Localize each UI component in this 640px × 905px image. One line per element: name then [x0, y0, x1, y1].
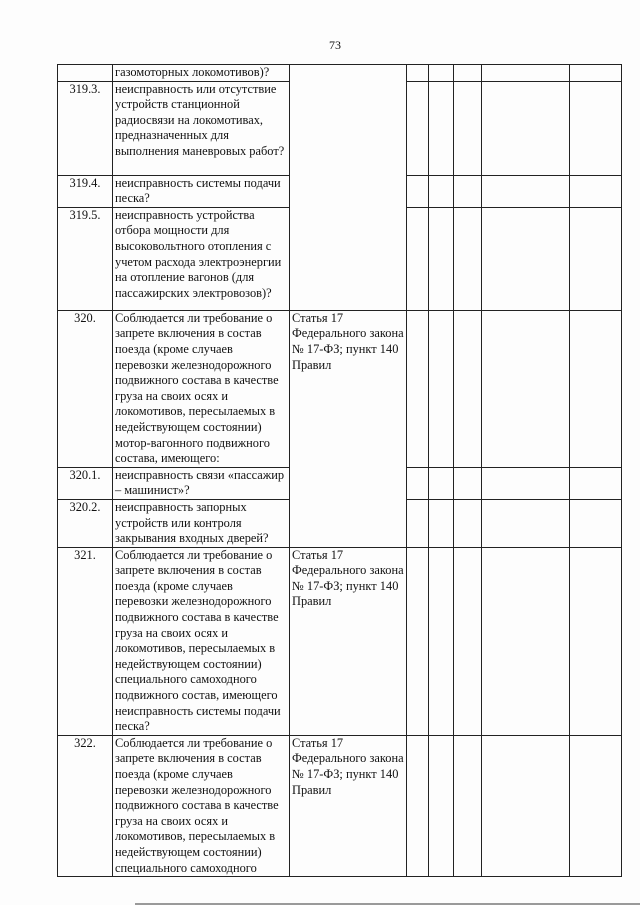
empty-cell: [407, 65, 429, 82]
item-number: 320.2.: [58, 499, 113, 547]
empty-cell: [570, 547, 622, 735]
empty-cell: [429, 467, 454, 499]
empty-cell: [407, 547, 429, 735]
empty-cell: [482, 499, 570, 547]
empty-cell: [454, 499, 482, 547]
legal-basis-cell: [290, 65, 407, 311]
empty-cell: [570, 81, 622, 175]
empty-cell: [429, 499, 454, 547]
empty-cell: [429, 65, 454, 82]
empty-cell: [407, 499, 429, 547]
empty-cell: [454, 65, 482, 82]
empty-cell: [454, 735, 482, 876]
item-number: 322.: [58, 735, 113, 876]
empty-cell: [570, 175, 622, 207]
empty-cell: [482, 547, 570, 735]
empty-cell: [429, 735, 454, 876]
empty-cell: [482, 735, 570, 876]
question-text: газомоторных локомотивов)?: [113, 65, 290, 82]
empty-cell: [407, 175, 429, 207]
table-row: [58, 310, 622, 467]
empty-cell: [407, 81, 429, 175]
empty-cell: [482, 65, 570, 82]
item-number: 320.: [58, 310, 113, 467]
empty-cell: [429, 547, 454, 735]
empty-cell: [407, 735, 429, 876]
empty-cell: [454, 467, 482, 499]
question-text: неисправность устройства отбора мощности для высоковольтного отопления с учетом расхода электроэнергии на отопление вагонов (для пассажирских электровозов)?: [113, 207, 290, 310]
empty-cell: [429, 81, 454, 175]
empty-cell: [429, 207, 454, 310]
empty-cell: [454, 81, 482, 175]
question-text: Соблюдается ли требование о запрете включения в состав поезда (кроме случаев перевозки железнодорожного подвижного состава в качестве груза на своих осях и локомотивов, пересылаемых в недействующем состоянии) специального самоходного: [113, 735, 290, 876]
item-number: 319.5.: [58, 207, 113, 310]
empty-cell: [454, 310, 482, 467]
empty-cell: [482, 207, 570, 310]
item-number: 319.4.: [58, 175, 113, 207]
question-text: неисправность запорных устройств или контроля закрывания входных дверей?: [113, 499, 290, 547]
empty-cell: [482, 81, 570, 175]
question-text: неисправность или отсутствие устройств станционной радиосвязи на локомотивах, предназначенных для выполнения маневровых работ?: [113, 81, 290, 175]
empty-cell: [482, 310, 570, 467]
empty-cell: [570, 207, 622, 310]
item-number: [58, 65, 113, 82]
empty-cell: [429, 175, 454, 207]
empty-cell: [407, 207, 429, 310]
empty-cell: [482, 175, 570, 207]
empty-cell: [570, 467, 622, 499]
empty-cell: [570, 65, 622, 82]
question-text: неисправность системы подачи песка?: [113, 175, 290, 207]
table-row: [58, 547, 622, 735]
item-number: 321.: [58, 547, 113, 735]
item-number: 319.3.: [58, 81, 113, 175]
empty-cell: [482, 467, 570, 499]
empty-cell: [570, 735, 622, 876]
empty-cell: [570, 310, 622, 467]
empty-cell: [454, 207, 482, 310]
question-text: Соблюдается ли требование о запрете включения в состав поезда (кроме случаев перевозки железнодорожного подвижного состава в качестве груза на своих осях и локомотивов, пересылаемых в недействующем состоянии) мотор-вагонного подвижного состава, имеющего:: [113, 310, 290, 467]
legal-basis: Статья 17 Федерального закона № 17-ФЗ; пункт 140 Правил: [290, 310, 407, 547]
table-row: [58, 65, 622, 82]
checklist-table: [57, 64, 622, 877]
table-row: [58, 735, 622, 876]
question-text: Соблюдается ли требование о запрете включения в состав поезда (кроме случаев перевозки железнодорожного подвижного состава в качестве груза на своих осях и локомотивов, пересылаемых в недействующем состоянии) специального самоходного подвижного состав, имеющего неисправность системы подачи песка?: [113, 547, 290, 735]
empty-cell: [454, 547, 482, 735]
empty-cell: [429, 310, 454, 467]
empty-cell: [407, 310, 429, 467]
empty-cell: [407, 467, 429, 499]
item-number: 320.1.: [58, 467, 113, 499]
page-number: 73: [329, 38, 341, 52]
empty-cell: [454, 175, 482, 207]
empty-cell: [570, 499, 622, 547]
legal-basis: Статья 17 Федерального закона № 17-ФЗ; пункт 140 Правил: [290, 547, 407, 735]
legal-basis: Статья 17 Федерального закона № 17-ФЗ; пункт 140 Правил: [290, 735, 407, 876]
question-text: неисправность связи «пассажир – машинист»?: [113, 467, 290, 499]
